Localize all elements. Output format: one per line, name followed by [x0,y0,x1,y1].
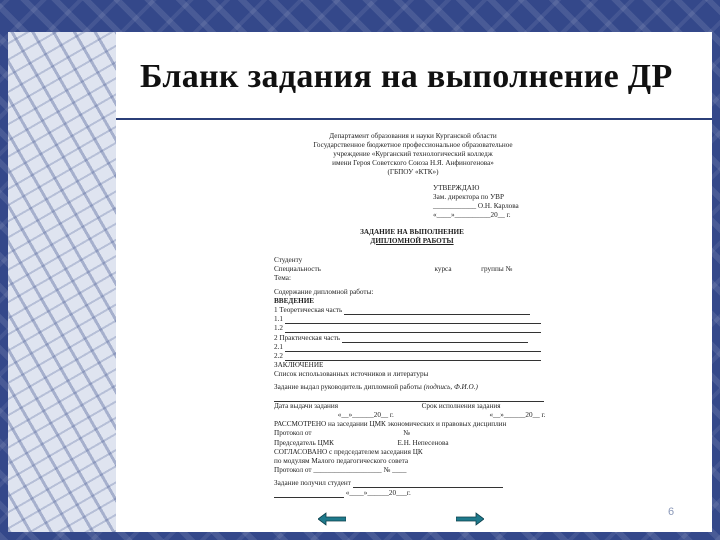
deadline-label: Срок исполнения задания [421,401,501,410]
decorative-pattern-strip [8,32,116,532]
header-line: Департамент образования и науки Курганской области [329,132,497,140]
approve-line: УТВЕРЖДАЮ [433,184,480,192]
item-label: 2.1 [274,342,283,351]
item-label: 1.1 [274,315,283,324]
sources-label: Список использованных источников и литературы [274,370,429,379]
item-label: 1.2 [274,324,283,333]
theory-row [274,306,554,315]
year-row [274,411,554,420]
organization-header [302,132,524,177]
course-label: курса [434,265,452,274]
theory-label: 1 Теоретическая часть [274,305,343,314]
supervisor-row [274,383,554,392]
approval-block [433,184,563,220]
next-arrow-icon[interactable] [456,512,484,526]
protocol-row-2 [274,466,554,475]
reviewed-label: РАССМОТРЕНО на заседании ЦМК экономических и правовых дисциплин [274,420,507,429]
page-number: 6 [668,506,675,518]
agreed-row [274,448,554,457]
content-label: Содержание дипломной работы: [274,287,374,296]
assignment-title-line: ЗАДАНИЕ НА ВЫПОЛНЕНИЕ [360,228,464,236]
dates-row [274,402,554,411]
protocol-number: № [403,429,411,438]
practice-row [274,334,554,343]
year-line: «__»______20__ г. [489,411,546,419]
protocol-label: Протокол от [274,429,312,438]
signature-line [274,393,554,402]
received-date: «____»______20___г. [345,488,411,497]
form-body [274,256,554,498]
received-date-row [274,489,554,498]
assignment-title [352,228,472,246]
title-divider [116,118,712,120]
conclusion-row [274,361,554,370]
received-label: Задание получил студент [274,479,351,488]
supervisor-label: Задание выдал руководитель дипломной работы [274,383,422,392]
agreed-row-2 [274,457,554,466]
assignment-title-line: ДИПЛОМНОЙ РАБОТЫ [370,237,454,245]
specialty-label: Специальность [274,265,321,274]
year-line: «__»______20__ г. [337,411,394,419]
protocol-row [274,429,554,438]
item-row [274,343,554,352]
content-row [274,288,554,297]
group-label: группы № [481,265,513,274]
slide-title: Бланк задания на выполнение ДР [140,58,673,95]
student-row [274,256,554,265]
approve-line: Зам. директора по УВР [433,193,504,201]
chair-label: Председатель ЦМК [274,438,334,447]
conclusion-label: ЗАКЛЮЧЕНИЕ [274,361,324,370]
header-line: имени Героя Советского Союза Н.Я. Анфиногенова» [332,159,494,167]
agreed-label: СОГЛАСОВАНО с председателем заседания ЦК [274,447,423,456]
received-row [274,479,554,488]
item-row [274,352,554,361]
approve-line: «____»__________20__ г. [433,211,511,219]
topic-label: Тема: [274,274,291,283]
chair-name: Е.Н. Непесенова [397,438,449,447]
protocol-label-2: Протокол от ___________________ № ____ [274,466,407,475]
reviewed-row [274,420,554,429]
header-line: учреждение «Курганский технологический колледж [333,150,493,158]
topic-row [274,274,554,283]
agreed-label-2: по модулям Малого педагогического совета [274,456,409,465]
previous-arrow-icon[interactable] [318,512,346,526]
chair-row [274,439,554,448]
header-line: (ГБПОУ «КТК») [387,168,439,176]
item-label: 2.2 [274,351,283,360]
intro-row [274,297,554,306]
assignment-form-document [262,128,558,516]
sources-row [274,370,554,379]
issue-date-label: Дата выдачи задания [274,401,339,410]
item-row [274,315,554,324]
header-line: Государственное бюджетное профессиональное образовательное [313,141,513,149]
student-label: Студенту [274,256,303,264]
intro-label: ВВЕДЕНИЕ [274,296,315,305]
specialty-row [274,265,554,274]
practice-label: 2 Практическая часть [274,333,341,342]
approve-line: ____________ О.Н. Карлова [433,202,519,210]
supervisor-hint: (подпись, Ф.И.О.) [423,383,478,392]
item-row [274,324,554,333]
